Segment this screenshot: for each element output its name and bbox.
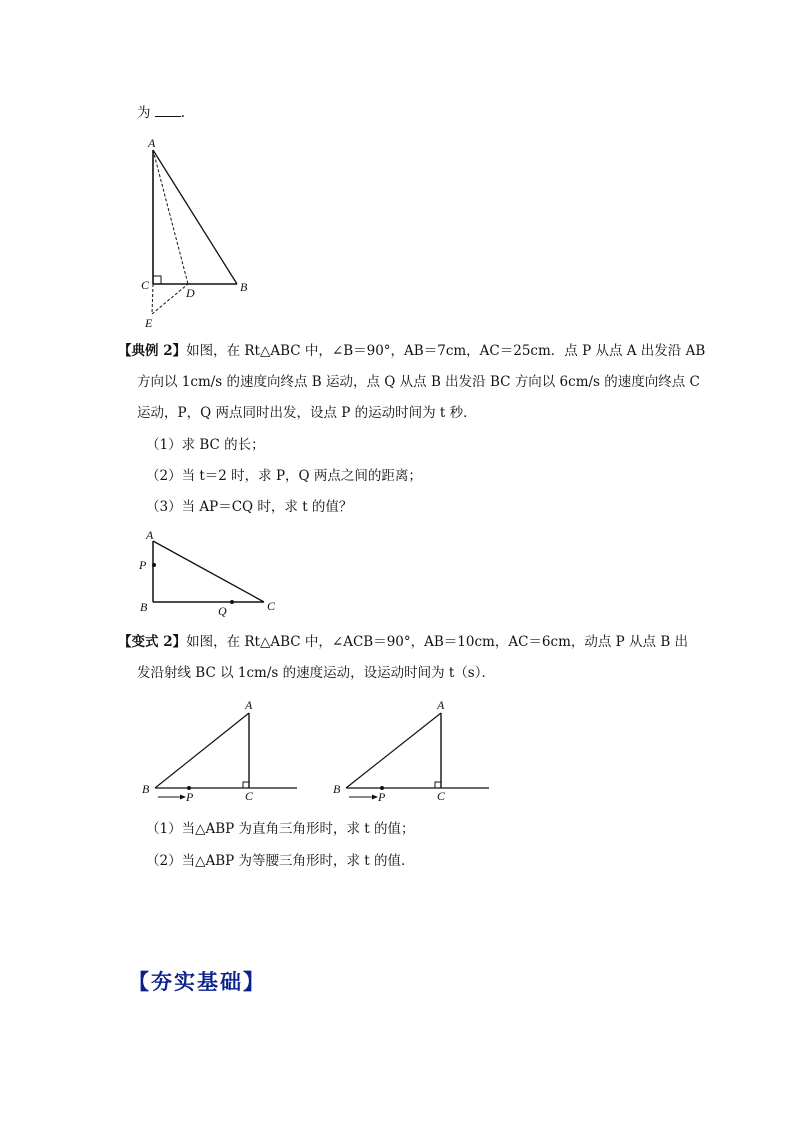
variant2-line2: 发沿射线 BC 以 1cm/s 的速度运动，设运动时间为 t（s）． [137, 665, 495, 681]
section-heading: 【夯实基础】 [128, 969, 266, 994]
fig2-label-B: B [140, 600, 148, 614]
fig4-label-B: B [333, 782, 341, 796]
variant2-text-1: 如图，在 Rt△ABC 中，∠ACB＝90°，AB＝10cm，AC＝6cm，动点 P 从点 B 出 [186, 634, 689, 650]
fig2-label-P: P [139, 558, 147, 572]
variant2-tag: 【变式 2】 [118, 634, 187, 650]
fig4-label-C: C [437, 789, 446, 803]
fig4-label-A: A [437, 698, 445, 712]
fig3-label-C: C [245, 789, 254, 803]
variant2-question-2: （2）当△ABP 为等腰三角形时，求 t 的值． [146, 853, 415, 869]
fig1-label-A: A [148, 136, 156, 150]
fig1-label-E: E [145, 316, 153, 330]
example2-question-2: （2）当 t＝2 时，求 P，Q 两点之间的距离； [146, 468, 422, 484]
fig2-label-A: A [146, 528, 154, 542]
fig2-label-C: C [267, 599, 276, 613]
variant2-question-1: （1）当△ABP 为直角三角形时，求 t 的值； [146, 821, 415, 837]
example2-tag: 【典例 2】 [118, 343, 187, 359]
fig2-label-Q: Q [218, 604, 227, 618]
fig1-label-D: D [186, 286, 195, 300]
example2-question-3: （3）当 AP＝CQ 时，求 t 的值？ [146, 499, 353, 515]
example2-question-1: （1）求 BC 的长； [146, 437, 265, 453]
example2-line2: 方向以 1cm/s 的速度向终点 B 运动，点 Q 从点 B 出发沿 BC 方向以 6cm/s 的速度向终点 C [137, 374, 700, 390]
fig4-label-P: P [378, 790, 386, 804]
fig3-label-B: B [142, 782, 150, 796]
top-line-prefix: 为 [137, 105, 151, 121]
fig3-label-P: P [186, 790, 194, 804]
fig1-label-C: C [141, 278, 150, 292]
example2-text-1: 如图，在 Rt△ABC 中，∠B＝90°，AB＝7cm，AC＝25cm．点 P 从点 A 出发沿 AB [186, 343, 706, 359]
fig1-label-B: B [240, 280, 248, 294]
example2-line3: 运动，P，Q 两点同时出发，设点 P 的运动时间为 t 秒． [137, 405, 477, 421]
top-line-suffix: . [180, 105, 186, 121]
fig3-label-A: A [245, 698, 253, 712]
